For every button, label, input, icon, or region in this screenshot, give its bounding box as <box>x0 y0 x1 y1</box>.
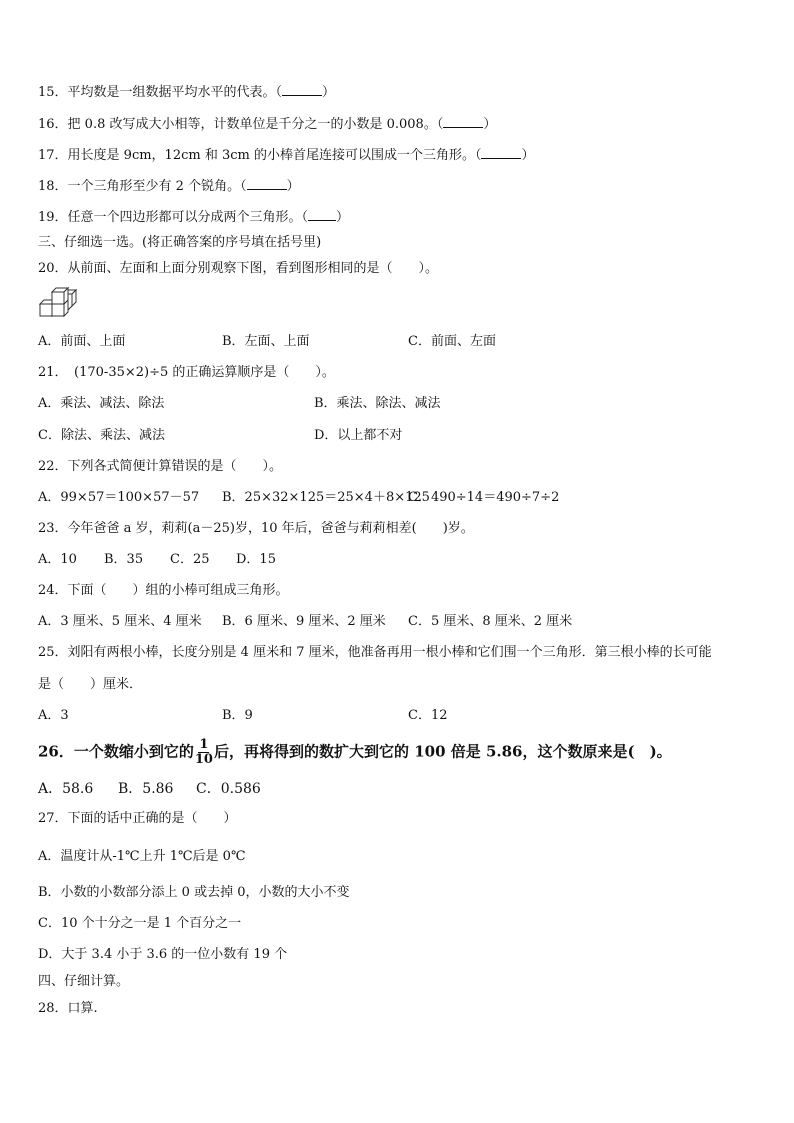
question-25-line1: 25．刘阳有两根小棒，长度分别是 4 厘米和 7 厘米，他准备再用一根小棒和它们围一个三角形．第三根小棒的长可能 <box>38 645 712 660</box>
answer-blank[interactable] <box>481 146 521 159</box>
question-26-post: 后，再将得到的数扩大到它的 100 倍是 5.86，这个数原来是( )。 <box>213 742 672 761</box>
question-18 <box>38 177 300 195</box>
option-a[interactable]: A．前面、上面 <box>38 334 126 349</box>
answer-blank[interactable] <box>247 177 287 190</box>
question-20-text: 20．从前面、左面和上面分别观察下图，看到图形相同的是（ ）。 <box>38 261 439 276</box>
question-21-text: 21． (170-35×2)÷5 的正确运算顺序是（ ）。 <box>38 365 335 380</box>
paren-close: ） <box>521 148 535 163</box>
fraction <box>195 738 213 767</box>
option-b[interactable]: B．乘法、除法、减法 <box>314 396 441 411</box>
paren-close: ） <box>322 85 336 100</box>
question-26-pre: 26．一个数缩小到它的 <box>38 742 194 761</box>
question-28-text: 28．口算. <box>38 1001 98 1016</box>
option-d[interactable]: D．以上都不对 <box>314 428 403 443</box>
paren-close: ） <box>286 179 300 194</box>
question-17-text: 17．用长度是 9cm，12cm 和 3cm 的小棒首尾连接可以围成一个三角形。（ <box>38 148 482 163</box>
fraction-denominator: 10 <box>194 752 213 767</box>
question-16-text: 16．把 0.8 改写成大小相等，计数单位是千分之一的小数是 0.008。（ <box>38 117 444 132</box>
option-b[interactable]: B．6 厘米、9 厘米、2 厘米 <box>222 614 386 629</box>
question-16 <box>38 115 496 133</box>
question-15-text: 15．平均数是一组数据平均水平的代表。（ <box>38 85 283 100</box>
option-c[interactable]: C．10 个十分之一是 1 个百分之一 <box>38 916 242 931</box>
question-26 <box>38 738 672 767</box>
option-c[interactable]: C．除法、乘法、减法 <box>38 428 165 443</box>
option-c[interactable]: C．12 <box>408 708 448 723</box>
question-18-text: 18．一个三角形至少有 2 个锐角。（ <box>38 179 247 194</box>
question-22-text: 22．下列各式简便计算错误的是（ ）。 <box>38 459 283 474</box>
option-b[interactable]: B．5.86 <box>118 781 174 797</box>
option-a[interactable]: A．3 <box>38 708 69 723</box>
option-b[interactable]: B．9 <box>222 708 253 723</box>
option-c[interactable]: C．5 厘米、8 厘米、2 厘米 <box>408 614 573 629</box>
question-24-text: 24．下面（ ）组的小棒可组成三角形。 <box>38 583 289 598</box>
option-d[interactable]: D．15 <box>236 552 276 567</box>
option-a[interactable]: A．3 厘米、5 厘米、4 厘米 <box>38 614 202 629</box>
question-23-text: 23．今年爸爸 a 岁，莉莉(a－25)岁，10 年后，爸爸与莉莉相差( )岁。 <box>38 521 474 536</box>
fraction-numerator: 1 <box>199 737 209 752</box>
paren-close: ） <box>336 210 350 225</box>
question-27-text: 27．下面的话中正确的是（ ） <box>38 811 237 826</box>
section-3-heading: 三、仔细选一选。(将正确答案的序号填在括号里) <box>38 235 322 250</box>
question-19-text: 19．任意一个四边形都可以分成两个三角形。（ <box>38 210 309 225</box>
question-25-line2: 是（ ）厘米． <box>38 677 143 692</box>
section-4-heading: 四、仔细计算。 <box>38 974 130 989</box>
option-b[interactable]: B．小数的小数部分添上 0 或去掉 0，小数的大小不变 <box>38 885 350 900</box>
option-c[interactable]: C．490÷14＝490÷7÷2 <box>408 490 560 505</box>
option-b[interactable]: B．25×32×125＝25×4＋8×125 <box>222 490 430 505</box>
option-a[interactable]: A．温度计从-1℃上升 1℃后是 0℃ <box>38 849 246 864</box>
answer-blank[interactable] <box>308 208 336 221</box>
option-a[interactable]: A．乘法、减法、除法 <box>38 396 165 411</box>
option-a[interactable]: A．99×57＝100×57－57 <box>38 490 200 505</box>
paren-close: ） <box>483 117 497 132</box>
option-c[interactable]: C．0.586 <box>196 781 261 797</box>
option-c[interactable]: C．前面、左面 <box>408 334 496 349</box>
question-15 <box>38 83 335 101</box>
option-d[interactable]: D．大于 3.4 小于 3.6 的一位小数有 19 个 <box>38 947 288 962</box>
option-c[interactable]: C．25 <box>170 552 210 567</box>
option-b[interactable]: B．左面、上面 <box>222 334 310 349</box>
question-19 <box>38 208 349 226</box>
option-b[interactable]: B．35 <box>104 552 144 567</box>
answer-blank[interactable] <box>443 115 483 128</box>
question-17 <box>38 146 535 164</box>
option-a[interactable]: A．10 <box>38 552 77 567</box>
stacked-cubes-figure <box>38 284 78 318</box>
option-a[interactable]: A．58.6 <box>38 781 94 797</box>
answer-blank[interactable] <box>282 83 322 96</box>
